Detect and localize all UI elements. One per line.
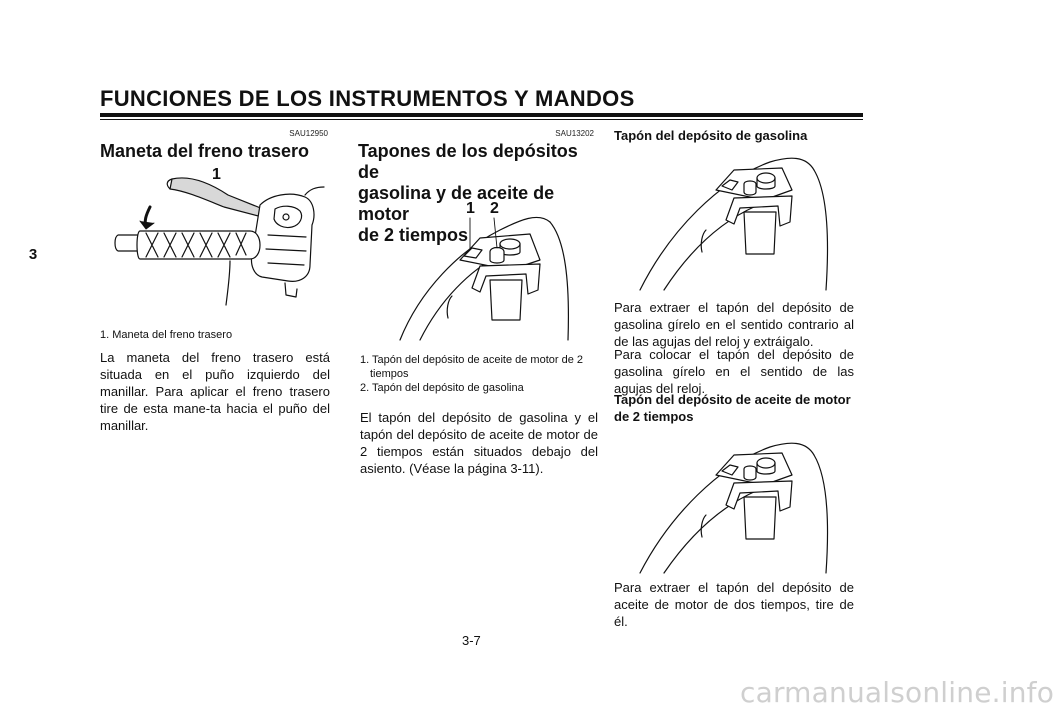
tank-caps-figure [360,200,592,345]
caption-item-1: 1. Tapón del depósito de aceite de motor de 2 [360,354,584,366]
body-paragraph: Para extraer el tapón del depósito de aceite de motor de dos tiempos, tire de él. [614,580,854,629]
body-paragraph: El tapón del depósito de gasolina y el tapón del depósito de aceite de motor de 2 tiempos están situados debajo del asiento. (Véase la página 3-11). [360,410,598,476]
chapter-number: 3 [18,239,48,269]
header-rule-thin [100,119,863,120]
figure-callout-1: 1 [466,200,475,217]
chapter-tab [0,163,60,558]
section-heading-line: Tapones de los depósitos de [358,141,578,182]
subsection-heading-line: Tapón del depósito de aceite de motor [614,392,851,407]
figure-caption: 1. Maneta del freno trasero [100,329,233,341]
figure-caption [360,353,598,395]
watermark: carmanualsonline.info [740,676,1054,709]
body-paragraph: Para extraer el tapón del depósito de gasolina gírelo en el sentido contrario al de las agujas del reloj y extráigalo. [614,300,854,349]
section-heading-line: gasolina y de aceite de motor [358,183,555,224]
caption-item-2: 2. Tapón del depósito de gasolina [360,382,524,394]
subsection-heading-line: de 2 tiempos [614,409,694,424]
header-rule [100,113,863,117]
section-heading: Maneta del freno trasero [100,141,310,161]
body-paragraph: La maneta del freno trasero está situada en el puño izquierdo del manillar. Para aplicar el freno trasero tire de esta mane-ta hacia el puño del manillar. [100,350,330,433]
subsection-heading: Tapón del depósito de gasolina [614,128,808,143]
rear-brake-lever-figure [100,165,330,310]
section-heading-line: de 2 tiempos [358,225,469,245]
oil-cap-figure [630,435,845,575]
page-number: 3-7 [462,633,481,648]
page-header-title: FUNCIONES DE LOS INSTRUMENTOS Y MANDOS [100,86,635,111]
figure-callout-1: 1 [212,166,221,183]
section-code: SAU12950 [289,129,328,138]
figure-callout-2: 2 [490,200,499,217]
subsection-heading [614,391,854,425]
body-paragraph: Para colocar el tapón del depósito de gasolina gírelo en el sentido de las agujas del reloj. [614,347,854,396]
fuel-cap-figure [630,150,845,292]
section-code: SAU13202 [555,129,594,138]
caption-item-1-cont: tiempos [370,368,409,380]
